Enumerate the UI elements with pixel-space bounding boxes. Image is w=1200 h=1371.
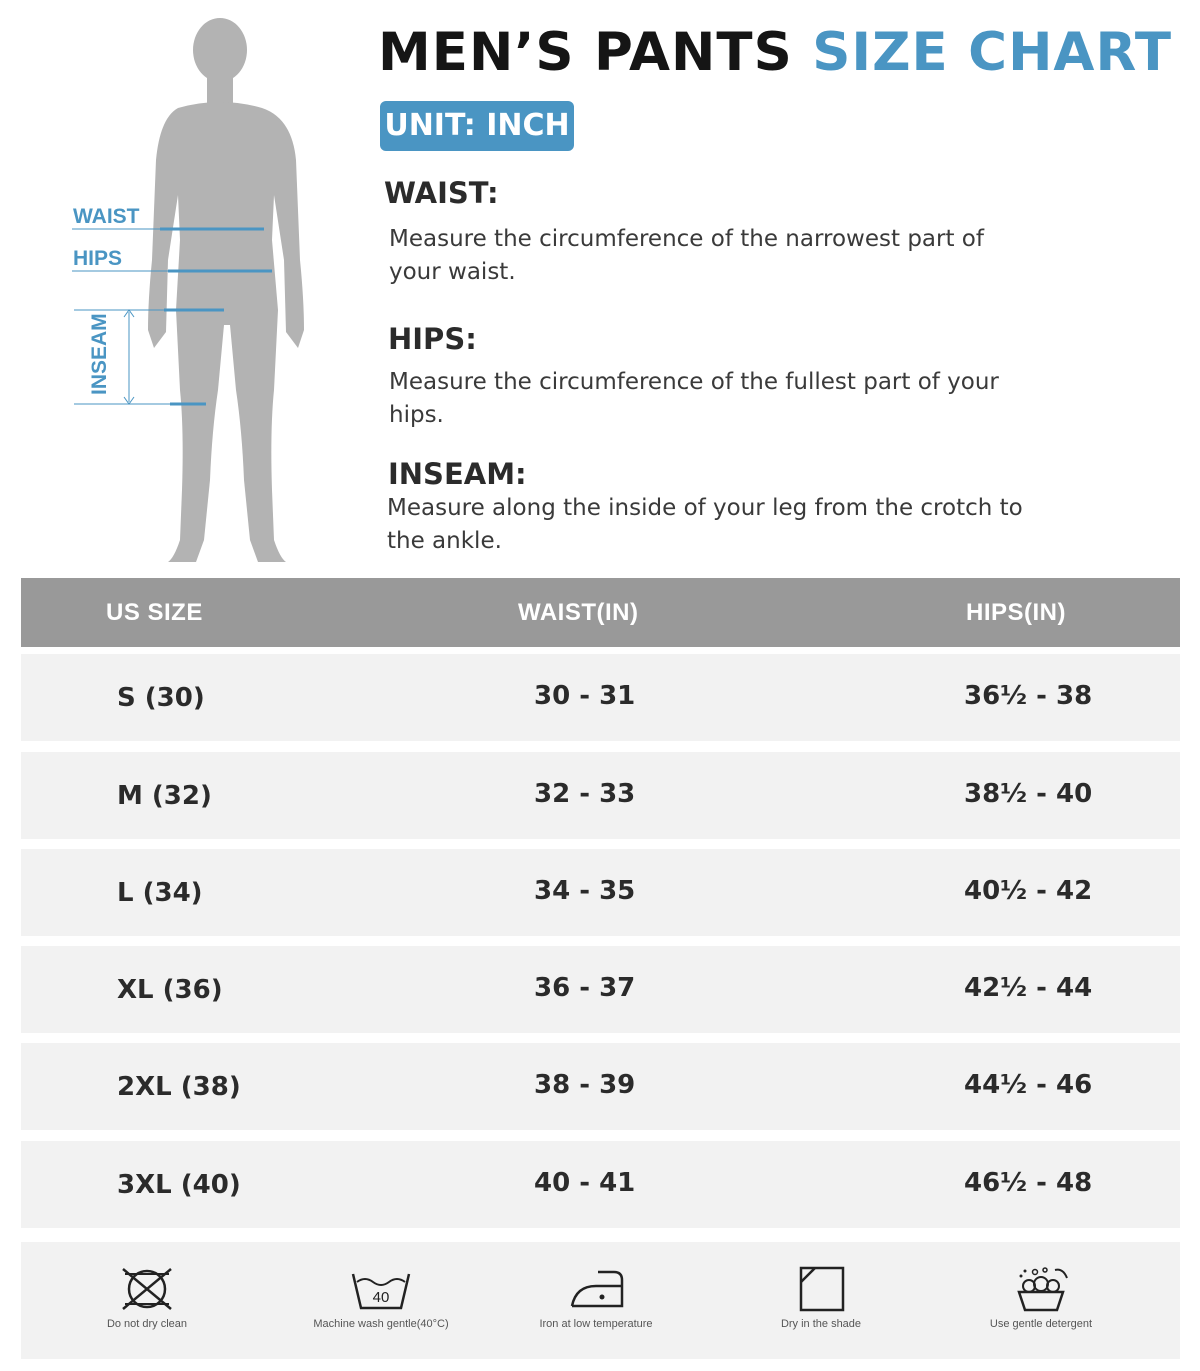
figure-label-waist: WAIST — [73, 205, 140, 228]
size-table — [21, 578, 1180, 1200]
title-part-2: SIZE CHART — [812, 22, 1173, 83]
wash-temp-text: 40 — [372, 1289, 390, 1306]
care-item-dry-shade — [751, 1266, 891, 1330]
dry-shade-icon — [791, 1266, 851, 1312]
cell-waist: 40 - 41 — [534, 1168, 636, 1198]
care-label: Iron at low temperature — [539, 1318, 653, 1330]
table-row — [21, 654, 1180, 741]
cell-waist: 30 - 31 — [534, 681, 636, 711]
cell-size: M (32) — [117, 781, 212, 811]
header-hips: HIPS(IN) — [966, 599, 1066, 626]
care-item-machine-wash — [291, 1266, 471, 1330]
cell-hips: 44½ - 46 — [964, 1070, 1093, 1100]
table-row — [21, 752, 1180, 839]
no-dry-clean-icon — [117, 1266, 177, 1312]
header-us-size: US SIZE — [106, 599, 203, 626]
iron-low-icon — [566, 1266, 626, 1312]
table-header — [21, 578, 1180, 647]
care-label: Dry in the shade — [780, 1318, 862, 1330]
waist-description: Measure the circumference of the narrowest part of your waist. — [389, 226, 984, 285]
cell-waist: 36 - 37 — [534, 973, 636, 1003]
table-row — [21, 1043, 1180, 1130]
cell-size: XL (36) — [117, 975, 223, 1005]
cell-waist: 32 - 33 — [534, 779, 636, 809]
body-figure — [60, 10, 330, 570]
table-row — [21, 946, 1180, 1033]
page-title — [378, 22, 1172, 84]
machine-wash-icon — [349, 1266, 413, 1312]
care-label: Use gentle detergent — [989, 1318, 1093, 1330]
cell-hips: 36½ - 38 — [964, 681, 1093, 711]
cell-size: 3XL (40) — [117, 1170, 241, 1200]
inseam-description: Measure along the inside of your leg from the crotch to the ankle. — [387, 495, 1023, 554]
cell-size: L (34) — [117, 878, 203, 908]
table-row — [21, 1141, 1180, 1228]
cell-hips: 40½ - 42 — [964, 876, 1093, 906]
gentle-detergent-icon — [1011, 1266, 1071, 1312]
cell-waist: 38 - 39 — [534, 1070, 636, 1100]
inseam-heading: INSEAM: — [388, 457, 527, 491]
title-part-1: MEN’S PANTS — [378, 22, 793, 83]
care-label: Do not dry clean — [106, 1318, 188, 1330]
care-item-iron-low — [526, 1266, 666, 1330]
cell-hips: 38½ - 40 — [964, 779, 1093, 809]
cell-size: S (30) — [117, 683, 205, 713]
care-item-no-dry-clean — [77, 1266, 217, 1330]
header-waist: WAIST(IN) — [518, 599, 639, 626]
cell-hips: 42½ - 44 — [964, 973, 1093, 1003]
care-item-gentle-detergent — [971, 1266, 1111, 1330]
care-instructions — [21, 1242, 1180, 1359]
unit-badge: UNIT: INCH — [380, 101, 574, 151]
hips-description: Measure the circumference of the fullest part of your hips. — [389, 369, 999, 428]
care-label: Machine wash gentle(40°C) — [313, 1318, 449, 1330]
hips-heading: HIPS: — [388, 322, 477, 356]
cell-waist: 34 - 35 — [534, 876, 636, 906]
figure-label-inseam: INSEAM — [88, 313, 111, 395]
table-row — [21, 849, 1180, 936]
figure-label-hips: HIPS — [73, 247, 123, 270]
cell-hips: 46½ - 48 — [964, 1168, 1093, 1198]
cell-size: 2XL (38) — [117, 1072, 241, 1102]
waist-heading: WAIST: — [384, 176, 499, 210]
